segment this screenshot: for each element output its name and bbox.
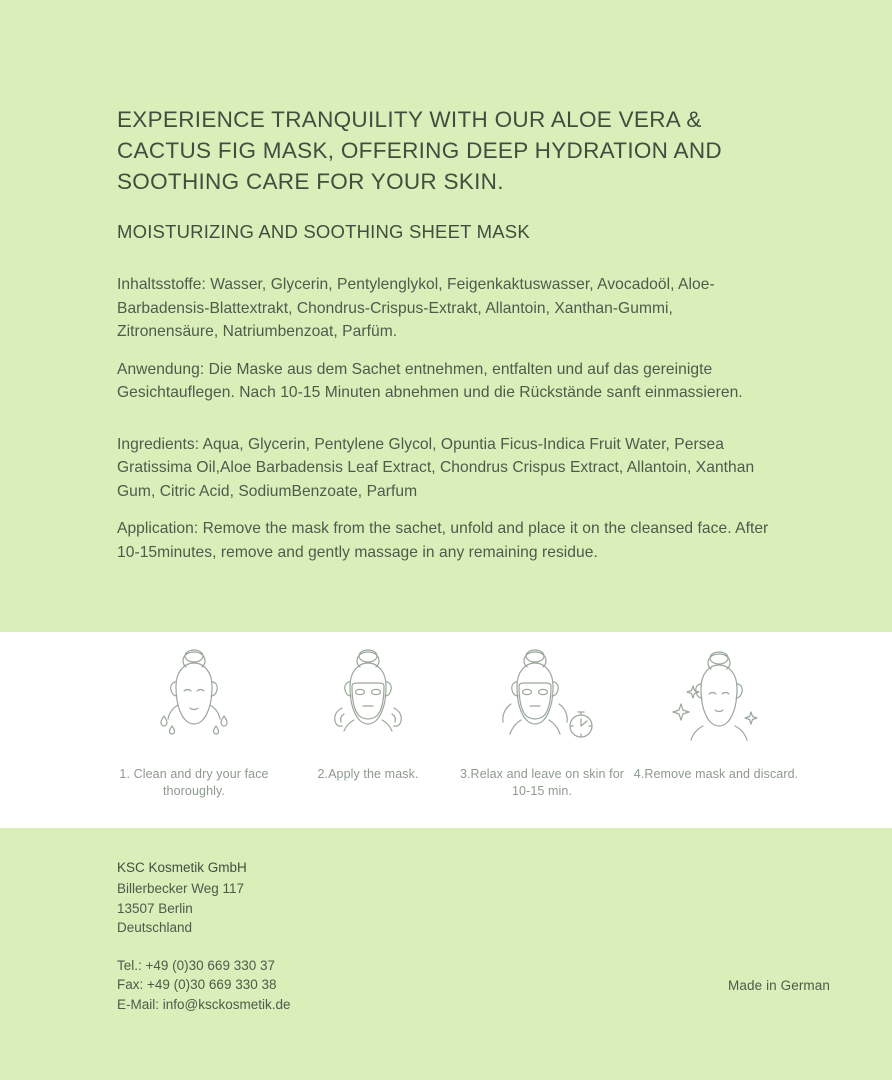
apply-mask-icon <box>308 642 428 754</box>
contact-block <box>117 956 537 1015</box>
company-fax: Fax: +49 (0)30 669 330 38 <box>117 977 277 992</box>
ingredients-en-paragraph: Ingredients: Aqua, Glycerin, Pentylene Glycol, Opuntia Ficus-Indica Fruit Water, Persea Gratissima Oil,Aloe Barbadensis Leaf Extract, Chondrus Crispus Extract, Allantoin, Xanthan Gum, Citric Acid, SodiumBenzoate, Parfum <box>117 435 755 500</box>
footer-green-panel <box>0 828 892 1080</box>
relax-timer-icon <box>477 642 607 754</box>
company-email[interactable]: E-Mail: info@ksckosmetik.de <box>117 996 291 1012</box>
step-item-4 <box>632 642 800 800</box>
company-country: Deutschland <box>117 920 193 935</box>
application-de-paragraph: Anwendung: Die Maske aus dem Sachet entnehmen, entfalten und auf das gereinigte Gesichtauflegen. Nach 10-15 Minuten abnehmen und die Rückstände sanft einmassieren. <box>117 360 743 401</box>
steps-row <box>110 642 800 800</box>
company-street: Billerbecker Weg 117 <box>117 881 245 896</box>
step-label-1: 1. Clean and dry your face thoroughly. <box>119 767 269 798</box>
step-illustration-4 <box>632 642 800 754</box>
company-address-block <box>117 858 537 1014</box>
page-title: EXPERIENCE TRANQUILITY WITH OUR ALOE VERA & CACTUS FIG MASK, OFFERING DEEP HYDRATION AND SOOTHING CARE FOR YOUR SKIN. <box>117 107 722 194</box>
text-content-block <box>117 104 777 578</box>
step-illustration-2 <box>284 642 452 754</box>
step-label-3: 3.Relax and leave on skin for 10-15 min. <box>459 767 625 798</box>
step-illustration-3 <box>458 642 626 754</box>
face-wash-icon <box>134 642 254 754</box>
company-name: KSC Kosmetik GmbH <box>117 860 247 875</box>
instruction-steps-panel <box>0 632 892 828</box>
ingredients-de-paragraph: Inhaltsstoffe: Wasser, Glycerin, Pentylenglykol, Feigenkaktuswasser, Avocadoöl, Aloe-Barbadensis-Blattextrakt, Chondrus-Crispus-Extrakt, Allantoin, Xanthan-Gummi, Zitronensäure, Natriumbenzoat, Parfüm. <box>117 276 715 340</box>
page-subtitle: MOISTURIZING AND SOOTHING SHEET MASK <box>117 221 530 242</box>
step-item-3 <box>458 642 626 800</box>
company-city: 13507 Berlin <box>117 900 193 916</box>
step-item-1 <box>110 642 278 800</box>
step-item-2 <box>284 642 452 800</box>
application-en-paragraph: Application: Remove the mask from the sachet, unfold and place it on the cleansed face. After 10-15minutes, remove and gently massage in any remaining residue. <box>117 520 769 561</box>
company-phone: Tel.: +49 (0)30 669 330 37 <box>117 957 275 973</box>
remove-mask-icon <box>651 642 781 754</box>
step-label-4: 4.Remove mask and discard. <box>633 767 799 781</box>
made-in-label: Made in German <box>728 978 830 993</box>
step-illustration-1 <box>110 642 278 754</box>
step-label-2: 2.Apply the mask. <box>317 767 419 781</box>
